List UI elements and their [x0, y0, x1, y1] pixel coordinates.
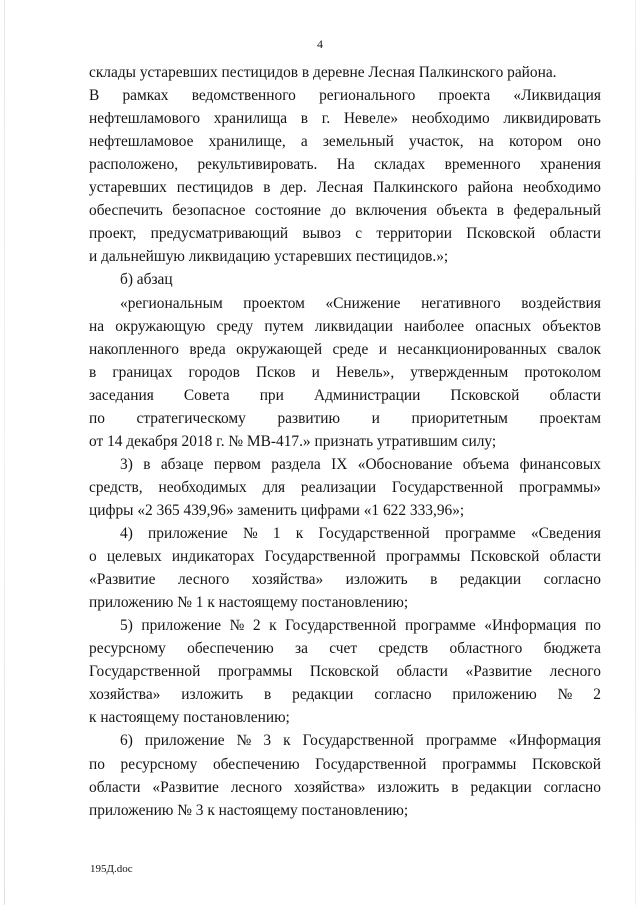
text-line: нефтешламового хранилища в г. Невеле» необходимо ликвидировать	[89, 110, 601, 128]
text-line: области «Развитие лесного хозяйства» изложить в редакции согласно	[89, 778, 601, 796]
text-line: заседания Совета при Администрации Псковской области	[89, 386, 601, 404]
text-line: о целевых индикаторах Государственной программы Псковской области	[89, 548, 601, 566]
text-line: Государственной программы Псковской области «Развитие лесного	[89, 663, 601, 681]
page-number: 4	[317, 37, 323, 51]
text-line: нефтешламовое хранилище, а земельный участок, на котором оно	[89, 133, 601, 151]
text-line: проект, предусматривающий вывоз с территории Псковской области	[89, 225, 601, 243]
text-line: в границах городов Псков и Невель», утвержденным протоколом	[89, 363, 601, 381]
text-line: обеспечить безопасное состояние до включения объекта в федеральный	[89, 202, 601, 220]
text-line: В рамках ведомственного регионального проекта «Ликвидация	[89, 87, 601, 105]
text-line: «Развитие лесного хозяйства» изложить в редакции согласно	[89, 571, 601, 589]
text-line: устаревших пестицидов в дер. Лесная Палкинского района необходимо	[89, 179, 601, 197]
text-line: на окружающую среду путем ликвидации наиболее опасных объектов	[89, 317, 601, 335]
text-line: к настоящему постановлению;	[89, 709, 290, 727]
text-line: 6) приложение № 3 к Государственной программе «Информация	[120, 732, 601, 750]
text-line: 4) приложение № 1 к Государственной программе «Сведения	[120, 525, 601, 542]
text-line: приложению № 1 к настоящему постановлению;	[89, 594, 409, 612]
scan-edge-left	[4, 0, 5, 905]
text-line: ресурсному обеспечению за счет средств областного бюджета	[89, 640, 601, 658]
text-line: «региональным проектом «Снижение негативного воздействия	[120, 294, 601, 312]
text-line: 5) приложение № 2 к Государственной программе «Информация по	[120, 617, 601, 635]
text-line: хозяйства» изложить в редакции согласно приложению № 2	[89, 686, 601, 704]
text-line: от 14 декабря 2018 г. № МВ-417.» признать утратившим силу;	[89, 432, 497, 450]
text-line: и дальнейшую ликвидацию устаревших пестицидов.»;	[89, 248, 449, 266]
text-line: по ресурсному обеспечению Государственной программы Псковской	[89, 755, 601, 773]
footer-filename: 195Д.doc	[90, 863, 133, 875]
text-line: средств, необходимых для реализации Государственной программы»	[89, 478, 601, 496]
scan-edge-right	[635, 0, 636, 905]
text-line: б) абзац	[120, 271, 173, 289]
text-line: по стратегическому развитию и приоритетным проектам	[89, 409, 601, 427]
text-line: цифры «2 365 439,96» заменить цифрами «1 622 333,96»;	[89, 501, 465, 519]
text-line: склады устаревших пестицидов в деревне Лесная Палкинского района.	[89, 64, 557, 81]
text-line: приложению № 3 к настоящему постановлению;	[89, 801, 409, 819]
text-line: расположено, рекультивировать. На складах временного хранения	[89, 156, 601, 174]
text-line: накопленного вреда окружающей среде и несанкционированных свалок	[89, 340, 601, 358]
text-line: 3) в абзаце первом раздела IX «Обоснование объема финансовых	[120, 455, 601, 473]
